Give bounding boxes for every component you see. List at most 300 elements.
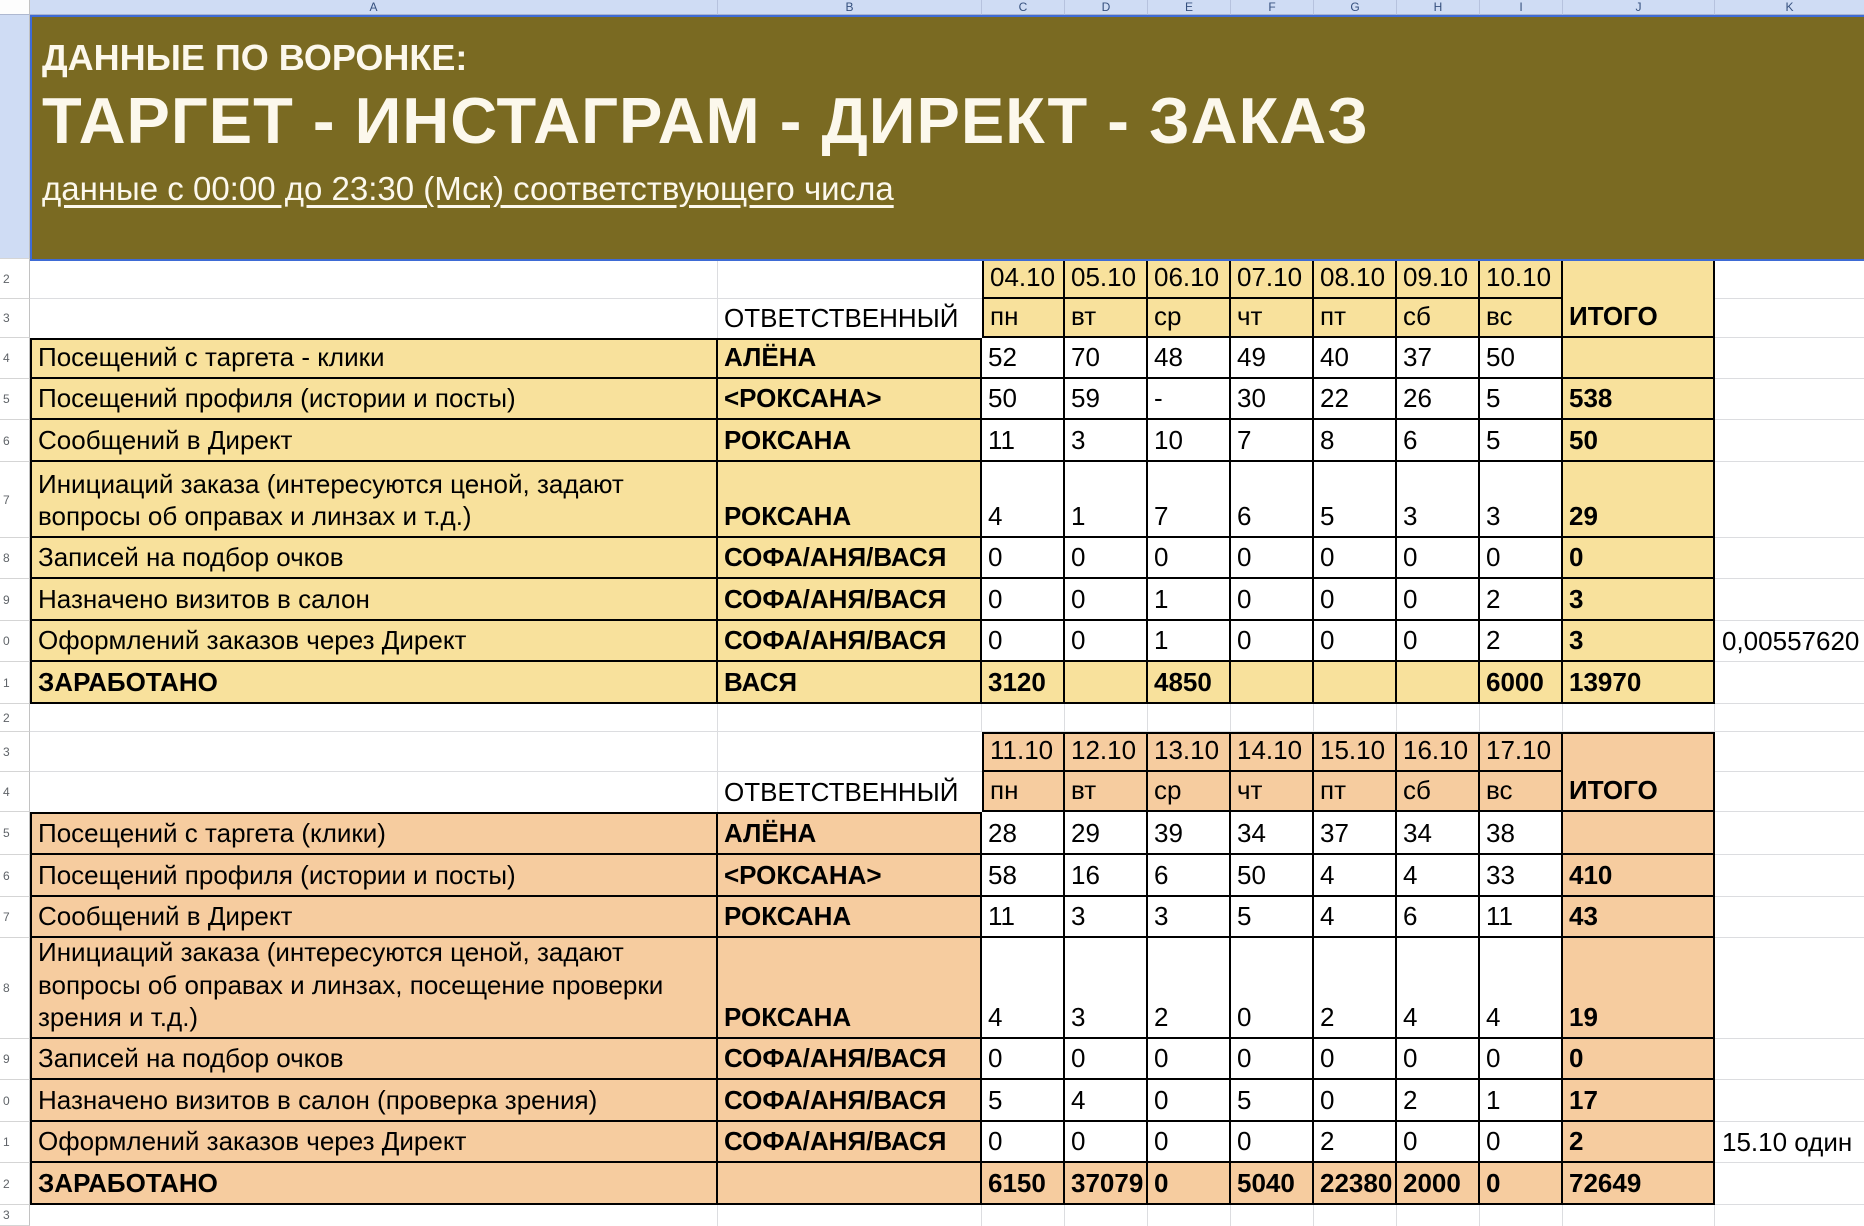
date-cell[interactable]: 04.10 bbox=[982, 259, 1065, 299]
earned-row bbox=[30, 662, 1715, 704]
row-header[interactable]: 1 bbox=[0, 662, 30, 704]
value-cell[interactable]: 0 bbox=[1314, 538, 1397, 579]
value-cell[interactable]: 11 bbox=[982, 897, 1065, 938]
value-cell[interactable]: 0 bbox=[1397, 1039, 1480, 1080]
row-header[interactable]: 4 bbox=[0, 338, 30, 379]
empty-cell[interactable] bbox=[1715, 1163, 1864, 1205]
value-cell[interactable] bbox=[1397, 662, 1480, 704]
value-cell[interactable]: 4850 bbox=[1148, 662, 1231, 704]
column-header[interactable]: B bbox=[718, 0, 982, 15]
empty-cell[interactable] bbox=[718, 704, 982, 732]
value-cell[interactable]: 48 bbox=[1148, 338, 1231, 379]
empty-cell[interactable] bbox=[1231, 704, 1314, 732]
date-cells bbox=[982, 732, 1563, 772]
empty-cell[interactable] bbox=[1715, 704, 1864, 732]
day-cell[interactable]: пн bbox=[982, 299, 1065, 338]
value-cell[interactable]: 0 bbox=[982, 1122, 1065, 1163]
total-cell[interactable]: 0 bbox=[1563, 538, 1715, 579]
empty-cell[interactable] bbox=[1715, 938, 1864, 1039]
value-cells bbox=[982, 1080, 1563, 1122]
owner-cell[interactable]: АЛЁНА bbox=[718, 338, 982, 379]
empty-cell[interactable] bbox=[1715, 1039, 1864, 1080]
value-cell[interactable]: 0 bbox=[1314, 1039, 1397, 1080]
empty-cell[interactable] bbox=[1715, 1205, 1864, 1226]
value-cell[interactable]: 0 bbox=[982, 621, 1065, 662]
day-cell[interactable]: сб bbox=[1397, 299, 1480, 338]
empty-cell[interactable] bbox=[1065, 1205, 1148, 1226]
empty-cell[interactable] bbox=[1480, 1205, 1563, 1226]
total-cell[interactable]: 410 bbox=[1563, 855, 1715, 897]
funnel-table-week1 bbox=[30, 259, 1715, 704]
value-cell[interactable]: 1 bbox=[1148, 579, 1231, 621]
row-header[interactable]: 2 bbox=[0, 1163, 30, 1205]
value-cell[interactable]: 0 bbox=[1148, 538, 1231, 579]
empty-cell[interactable] bbox=[1397, 704, 1480, 732]
value-cell[interactable]: 6150 bbox=[982, 1163, 1065, 1205]
total-cell[interactable]: 19 bbox=[1563, 938, 1715, 1039]
metric-label-cell[interactable]: Назначено визитов в салон (проверка зрения) bbox=[30, 1080, 718, 1122]
total-cell[interactable] bbox=[1563, 338, 1715, 379]
value-cell[interactable]: 0 bbox=[1480, 1122, 1563, 1163]
owner-cell[interactable]: РОКСАНА bbox=[718, 938, 982, 1039]
empty-cell[interactable] bbox=[1715, 379, 1864, 420]
row-header[interactable]: 6 bbox=[0, 420, 30, 462]
data-row bbox=[30, 855, 1715, 897]
value-cell[interactable]: 0 bbox=[1314, 1080, 1397, 1122]
value-cell[interactable]: 70 bbox=[1065, 338, 1148, 379]
empty-cell[interactable] bbox=[982, 704, 1065, 732]
day-cell[interactable]: вт bbox=[1065, 772, 1148, 812]
empty-row-23 bbox=[30, 1205, 1715, 1226]
total-cell[interactable] bbox=[1563, 812, 1715, 855]
value-cell[interactable]: 4 bbox=[1397, 855, 1480, 897]
day-cell[interactable]: пн bbox=[982, 772, 1065, 812]
column-header[interactable]: H bbox=[1397, 0, 1480, 15]
value-cell[interactable]: 4 bbox=[982, 938, 1065, 1039]
value-cell[interactable]: 5 bbox=[1480, 379, 1563, 420]
column-header[interactable]: K bbox=[1715, 0, 1864, 15]
date-cell[interactable]: 09.10 bbox=[1397, 259, 1480, 299]
total-cell[interactable]: 29 bbox=[1563, 462, 1715, 538]
value-cell[interactable]: 34 bbox=[1397, 812, 1480, 855]
row-header[interactable]: 9 bbox=[0, 579, 30, 621]
value-cells bbox=[982, 1122, 1563, 1163]
empty-cell[interactable] bbox=[1065, 704, 1148, 732]
day-cell[interactable]: вс bbox=[1480, 772, 1563, 812]
value-cell[interactable]: 3 bbox=[1480, 462, 1563, 538]
row-header[interactable]: 4 bbox=[0, 772, 30, 812]
order-note-cell[interactable]: 15.10 один bbox=[1715, 1122, 1864, 1163]
day-cell[interactable]: ср bbox=[1148, 772, 1231, 812]
value-cell[interactable]: 6 bbox=[1231, 462, 1314, 538]
value-cell[interactable] bbox=[1065, 662, 1148, 704]
value-cell[interactable]: 3 bbox=[1065, 938, 1148, 1039]
value-cell[interactable]: 0 bbox=[1314, 579, 1397, 621]
value-cell[interactable]: 5 bbox=[1480, 420, 1563, 462]
total-cell[interactable]: 72649 bbox=[1563, 1163, 1715, 1205]
owner-cell[interactable]: РОКСАНА bbox=[718, 420, 982, 462]
value-cell[interactable]: 4 bbox=[1397, 938, 1480, 1039]
day-cell[interactable]: вт bbox=[1065, 299, 1148, 338]
value-cell[interactable]: 2000 bbox=[1397, 1163, 1480, 1205]
value-cell[interactable]: 11 bbox=[982, 420, 1065, 462]
owner-cell[interactable]: <РОКСАНА> bbox=[718, 379, 982, 420]
empty-cell[interactable] bbox=[1715, 259, 1864, 299]
value-cells bbox=[982, 662, 1563, 704]
date-cell[interactable]: 17.10 bbox=[1480, 732, 1563, 772]
value-cells bbox=[982, 379, 1563, 420]
value-cell[interactable]: 4 bbox=[1065, 1080, 1148, 1122]
total-cell[interactable]: 13970 bbox=[1563, 662, 1715, 704]
empty-cell[interactable] bbox=[1480, 704, 1563, 732]
owner-cell[interactable]: РОКСАНА bbox=[718, 462, 982, 538]
value-cell[interactable]: 16 bbox=[1065, 855, 1148, 897]
empty-cell[interactable] bbox=[1715, 579, 1864, 621]
value-cell[interactable]: 4 bbox=[982, 462, 1065, 538]
column-header[interactable]: I bbox=[1480, 0, 1563, 15]
column-header-strip bbox=[30, 0, 1864, 15]
value-cell[interactable]: 2 bbox=[1480, 621, 1563, 662]
row-header[interactable]: 7 bbox=[0, 897, 30, 938]
empty-cell[interactable] bbox=[1314, 1205, 1397, 1226]
empty-cell[interactable] bbox=[1715, 662, 1864, 704]
value-cell[interactable]: - bbox=[1148, 379, 1231, 420]
value-cell[interactable]: 11 bbox=[1480, 897, 1563, 938]
owner-cell[interactable]: СОФА/АНЯ/ВАСЯ bbox=[718, 579, 982, 621]
date-cell[interactable]: 14.10 bbox=[1231, 732, 1314, 772]
column-header[interactable]: A bbox=[30, 0, 718, 15]
empty-cell[interactable] bbox=[30, 772, 718, 812]
day-cell[interactable]: чт bbox=[1231, 299, 1314, 338]
metric-label-cell[interactable]: Инициаций заказа (интересуются ценой, задают вопросы об оправах и линзах, посещение проверки зрения и т.д.) bbox=[30, 938, 718, 1039]
value-cell[interactable]: 0 bbox=[1065, 621, 1148, 662]
value-cell[interactable]: 0 bbox=[1065, 1122, 1148, 1163]
value-cell[interactable]: 52 bbox=[982, 338, 1065, 379]
empty-cell[interactable] bbox=[1715, 772, 1864, 812]
value-cell[interactable]: 5 bbox=[982, 1080, 1065, 1122]
value-cell[interactable]: 1 bbox=[1065, 462, 1148, 538]
date-cell[interactable]: 05.10 bbox=[1065, 259, 1148, 299]
select-all-corner[interactable] bbox=[0, 0, 30, 15]
value-cell[interactable]: 37079 bbox=[1065, 1163, 1148, 1205]
owner-cell[interactable] bbox=[718, 1163, 982, 1205]
empty-cell[interactable] bbox=[30, 259, 718, 299]
empty-cell[interactable] bbox=[1715, 732, 1864, 772]
value-cell[interactable]: 0 bbox=[1397, 621, 1480, 662]
metric-label-cell[interactable]: Посещений профиля (истории и посты) bbox=[30, 855, 718, 897]
total-cell[interactable]: 43 bbox=[1563, 897, 1715, 938]
value-cell[interactable]: 37 bbox=[1397, 338, 1480, 379]
empty-cell[interactable] bbox=[30, 704, 718, 732]
empty-cell[interactable] bbox=[1715, 897, 1864, 938]
value-cell[interactable]: 6 bbox=[1148, 855, 1231, 897]
day-cell[interactable]: чт bbox=[1231, 772, 1314, 812]
empty-cell[interactable] bbox=[718, 732, 982, 772]
row-header[interactable]: 3 bbox=[0, 732, 30, 772]
value-cell[interactable]: 30 bbox=[1231, 379, 1314, 420]
data-row bbox=[30, 338, 1715, 379]
total-cell[interactable]: 50 bbox=[1563, 420, 1715, 462]
row-header[interactable]: 3 bbox=[0, 299, 30, 338]
value-cell[interactable]: 33 bbox=[1480, 855, 1563, 897]
value-cell[interactable]: 3120 bbox=[982, 662, 1065, 704]
day-cell[interactable]: пт bbox=[1314, 772, 1397, 812]
metric-label-cell[interactable]: ЗАРАБОТАНО bbox=[30, 662, 718, 704]
empty-cell[interactable] bbox=[1715, 462, 1864, 538]
value-cell[interactable]: 0 bbox=[1065, 538, 1148, 579]
value-cell[interactable]: 0 bbox=[1065, 579, 1148, 621]
owner-cell[interactable]: СОФА/АНЯ/ВАСЯ bbox=[718, 1122, 982, 1163]
row-header[interactable]: 0 bbox=[0, 621, 30, 662]
value-cell[interactable]: 39 bbox=[1148, 812, 1231, 855]
metric-label-cell[interactable]: Назначено визитов в салон bbox=[30, 579, 718, 621]
metric-label-cell[interactable]: Оформлений заказов через Директ bbox=[30, 621, 718, 662]
date-cell[interactable]: 08.10 bbox=[1314, 259, 1397, 299]
metric-label-cell[interactable]: Посещений профиля (истории и посты) bbox=[30, 379, 718, 420]
value-cell[interactable]: 40 bbox=[1314, 338, 1397, 379]
value-cell[interactable]: 0 bbox=[1397, 538, 1480, 579]
owner-cell[interactable]: АЛЁНА bbox=[718, 812, 982, 855]
value-cell[interactable]: 8 bbox=[1314, 420, 1397, 462]
value-cell[interactable]: 5 bbox=[1231, 1080, 1314, 1122]
row-header[interactable]: 2 bbox=[0, 259, 30, 299]
value-cell[interactable]: 5 bbox=[1231, 897, 1314, 938]
metric-label-cell[interactable]: Сообщений в Директ bbox=[30, 420, 718, 462]
value-cell[interactable]: 2 bbox=[1314, 1122, 1397, 1163]
metric-label-cell[interactable]: Записей на подбор очков bbox=[30, 538, 718, 579]
value-cell[interactable]: 0 bbox=[1148, 1122, 1231, 1163]
date-cell[interactable]: 12.10 bbox=[1065, 732, 1148, 772]
column-header[interactable]: E bbox=[1148, 0, 1231, 15]
value-cells bbox=[982, 1163, 1563, 1205]
empty-cell[interactable] bbox=[1563, 704, 1715, 732]
date-cell[interactable]: 11.10 bbox=[982, 732, 1065, 772]
value-cell[interactable]: 10 bbox=[1148, 420, 1231, 462]
value-cell[interactable]: 50 bbox=[1480, 338, 1563, 379]
total-cell[interactable]: 0 bbox=[1563, 1039, 1715, 1080]
value-cell[interactable]: 34 bbox=[1231, 812, 1314, 855]
value-cell[interactable] bbox=[1314, 662, 1397, 704]
data-row bbox=[30, 462, 1715, 538]
empty-cell[interactable] bbox=[1231, 1205, 1314, 1226]
value-cell[interactable]: 0 bbox=[1231, 1122, 1314, 1163]
value-cell[interactable]: 49 bbox=[1231, 338, 1314, 379]
value-cells bbox=[982, 538, 1563, 579]
column-header[interactable]: F bbox=[1231, 0, 1314, 15]
conversion-note-cell[interactable]: 0,00557620 bbox=[1715, 621, 1864, 662]
row-header[interactable]: 5 bbox=[0, 379, 30, 420]
value-cell[interactable]: 0 bbox=[1231, 621, 1314, 662]
value-cell[interactable]: 0 bbox=[1148, 1080, 1231, 1122]
row-header[interactable]: 3 bbox=[0, 1205, 30, 1226]
value-cell[interactable]: 6 bbox=[1397, 897, 1480, 938]
empty-cell[interactable] bbox=[1148, 704, 1231, 732]
value-cell[interactable]: 0 bbox=[982, 579, 1065, 621]
value-cell[interactable]: 2 bbox=[1148, 938, 1231, 1039]
value-cell[interactable]: 7 bbox=[1148, 462, 1231, 538]
total-header-cell[interactable]: ИТОГО bbox=[1563, 259, 1715, 338]
date-cell[interactable]: 13.10 bbox=[1148, 732, 1231, 772]
value-cell[interactable]: 4 bbox=[1314, 855, 1397, 897]
owner-cell[interactable]: СОФА/АНЯ/ВАСЯ bbox=[718, 538, 982, 579]
value-cell[interactable]: 59 bbox=[1065, 379, 1148, 420]
row-header[interactable]: 5 bbox=[0, 812, 30, 855]
data-row bbox=[30, 538, 1715, 579]
row-header[interactable]: 0 bbox=[0, 1080, 30, 1122]
value-cell[interactable]: 3 bbox=[1397, 462, 1480, 538]
day-cells bbox=[982, 772, 1563, 812]
row-header[interactable]: 9 bbox=[0, 1039, 30, 1080]
value-cell[interactable]: 3 bbox=[1148, 897, 1231, 938]
value-cell[interactable]: 0 bbox=[1480, 538, 1563, 579]
value-cells bbox=[982, 897, 1563, 938]
column-header[interactable]: G bbox=[1314, 0, 1397, 15]
day-cell[interactable]: сб bbox=[1397, 772, 1480, 812]
owner-cell[interactable]: <РОКСАНА> bbox=[718, 855, 982, 897]
value-cell[interactable]: 0 bbox=[1065, 1039, 1148, 1080]
total-cell[interactable]: 3 bbox=[1563, 579, 1715, 621]
value-cell[interactable]: 3 bbox=[1065, 897, 1148, 938]
row-header[interactable]: 1 bbox=[0, 1122, 30, 1163]
value-cell[interactable]: 0 bbox=[1231, 579, 1314, 621]
owner-cell[interactable]: СОФА/АНЯ/ВАСЯ bbox=[718, 621, 982, 662]
empty-cell[interactable] bbox=[30, 732, 718, 772]
metric-label-cell[interactable]: Оформлений заказов через Директ bbox=[30, 1122, 718, 1163]
value-cell[interactable]: 50 bbox=[982, 379, 1065, 420]
value-cell[interactable]: 37 bbox=[1314, 812, 1397, 855]
total-cell[interactable]: 3 bbox=[1563, 621, 1715, 662]
empty-cell[interactable] bbox=[718, 259, 982, 299]
value-cell[interactable]: 4 bbox=[1314, 897, 1397, 938]
value-cell[interactable]: 7 bbox=[1231, 420, 1314, 462]
value-cell[interactable]: 58 bbox=[982, 855, 1065, 897]
value-cell[interactable]: 3 bbox=[1065, 420, 1148, 462]
value-cell[interactable]: 5040 bbox=[1231, 1163, 1314, 1205]
date-cell[interactable]: 15.10 bbox=[1314, 732, 1397, 772]
empty-cell[interactable] bbox=[1715, 420, 1864, 462]
value-cell[interactable]: 0 bbox=[1397, 579, 1480, 621]
empty-cell[interactable] bbox=[1563, 1205, 1715, 1226]
owner-cell[interactable]: ВАСЯ bbox=[718, 662, 982, 704]
value-cell[interactable]: 0 bbox=[1314, 621, 1397, 662]
column-header[interactable]: C bbox=[982, 0, 1065, 15]
title-cell-a1[interactable] bbox=[30, 15, 1864, 259]
empty-cell[interactable] bbox=[718, 1205, 982, 1226]
row-header[interactable]: 8 bbox=[0, 938, 30, 1039]
value-cell[interactable]: 5 bbox=[1314, 462, 1397, 538]
column-header[interactable]: J bbox=[1563, 0, 1715, 15]
empty-cell[interactable] bbox=[1148, 1205, 1231, 1226]
row-header[interactable]: 2 bbox=[0, 704, 30, 732]
value-cell[interactable]: 0 bbox=[1231, 938, 1314, 1039]
empty-cell[interactable] bbox=[1397, 1205, 1480, 1226]
date-cell[interactable]: 16.10 bbox=[1397, 732, 1480, 772]
value-cells bbox=[982, 812, 1563, 855]
value-cell[interactable]: 0 bbox=[1480, 1039, 1563, 1080]
owner-cell[interactable]: РОКСАНА bbox=[718, 897, 982, 938]
owner-cell[interactable]: СОФА/АНЯ/ВАСЯ bbox=[718, 1080, 982, 1122]
owner-cell[interactable]: СОФА/АНЯ/ВАСЯ bbox=[718, 1039, 982, 1080]
empty-cell[interactable] bbox=[1715, 299, 1864, 338]
day-cell[interactable]: вс bbox=[1480, 299, 1563, 338]
total-cell[interactable]: 2 bbox=[1563, 1122, 1715, 1163]
empty-row-12 bbox=[30, 704, 1715, 732]
total-cell[interactable]: 538 bbox=[1563, 379, 1715, 420]
metric-label-cell[interactable]: Сообщений в Директ bbox=[30, 897, 718, 938]
data-row bbox=[30, 1122, 1715, 1163]
metric-label-cell[interactable]: Посещений с таргета - клики bbox=[30, 338, 718, 379]
empty-cell[interactable] bbox=[1715, 338, 1864, 379]
value-cell[interactable]: 22 bbox=[1314, 379, 1397, 420]
value-cell[interactable]: 0 bbox=[1397, 1122, 1480, 1163]
metric-label-cell[interactable]: ЗАРАБОТАНО bbox=[30, 1163, 718, 1205]
empty-cell[interactable] bbox=[982, 1205, 1065, 1226]
value-cells bbox=[982, 621, 1563, 662]
value-cell[interactable]: 0 bbox=[1231, 538, 1314, 579]
value-cell[interactable]: 6000 bbox=[1480, 662, 1563, 704]
value-cell[interactable]: 4 bbox=[1480, 938, 1563, 1039]
empty-cell[interactable] bbox=[1715, 855, 1864, 897]
empty-cell[interactable] bbox=[1715, 1080, 1864, 1122]
date-cell[interactable]: 10.10 bbox=[1480, 259, 1563, 299]
responsible-header-cell[interactable]: ОТВЕТСТВЕННЫЙ bbox=[724, 776, 959, 807]
value-cell[interactable]: 6 bbox=[1397, 420, 1480, 462]
value-cell[interactable]: 0 bbox=[982, 1039, 1065, 1080]
row-header[interactable]: 7 bbox=[0, 462, 30, 538]
value-cell[interactable]: 0 bbox=[1231, 1039, 1314, 1080]
row-header[interactable]: 6 bbox=[0, 855, 30, 897]
day-cell[interactable]: ср bbox=[1148, 299, 1231, 338]
value-cells bbox=[982, 855, 1563, 897]
value-cell[interactable] bbox=[1231, 662, 1314, 704]
value-cell[interactable]: 38 bbox=[1480, 812, 1563, 855]
responsible-header-cell[interactable]: ОТВЕТСТВЕННЫЙ bbox=[724, 302, 959, 333]
metric-label-cell[interactable]: Записей на подбор очков bbox=[30, 1039, 718, 1080]
empty-cell[interactable] bbox=[30, 299, 718, 338]
value-cell[interactable]: 28 bbox=[982, 812, 1065, 855]
value-cell[interactable]: 0 bbox=[1148, 1039, 1231, 1080]
metric-label-cell[interactable]: Инициаций заказа (интересуются ценой, задают вопросы об оправах и линзах и т.д.) bbox=[30, 462, 718, 538]
column-header[interactable]: D bbox=[1065, 0, 1148, 15]
selection-border bbox=[30, 259, 1864, 261]
empty-cell[interactable] bbox=[1715, 812, 1864, 855]
empty-cell[interactable] bbox=[30, 1205, 718, 1226]
value-cell[interactable]: 50 bbox=[1231, 855, 1314, 897]
value-cell[interactable]: 2 bbox=[1397, 1080, 1480, 1122]
date-cell[interactable]: 07.10 bbox=[1231, 259, 1314, 299]
value-cell[interactable]: 2 bbox=[1314, 938, 1397, 1039]
value-cell[interactable]: 0 bbox=[1148, 1163, 1231, 1205]
day-cell[interactable]: пт bbox=[1314, 299, 1397, 338]
total-cell[interactable]: 17 bbox=[1563, 1080, 1715, 1122]
row-header[interactable] bbox=[0, 15, 30, 259]
total-header-cell[interactable]: ИТОГО bbox=[1563, 732, 1715, 812]
value-cell[interactable]: 0 bbox=[1480, 1163, 1563, 1205]
date-cell[interactable]: 06.10 bbox=[1148, 259, 1231, 299]
value-cell[interactable]: 26 bbox=[1397, 379, 1480, 420]
empty-cell[interactable] bbox=[1314, 704, 1397, 732]
value-cell[interactable]: 29 bbox=[1065, 812, 1148, 855]
value-cell[interactable]: 0 bbox=[982, 538, 1065, 579]
value-cell[interactable]: 22380 bbox=[1314, 1163, 1397, 1205]
value-cell[interactable]: 1 bbox=[1480, 1080, 1563, 1122]
row-header[interactable]: 8 bbox=[0, 538, 30, 579]
value-cell[interactable]: 1 bbox=[1148, 621, 1231, 662]
value-cell[interactable]: 2 bbox=[1480, 579, 1563, 621]
metric-label-cell[interactable]: Посещений с таргета (клики) bbox=[30, 812, 718, 855]
data-row bbox=[30, 379, 1715, 420]
empty-cell[interactable] bbox=[1715, 538, 1864, 579]
